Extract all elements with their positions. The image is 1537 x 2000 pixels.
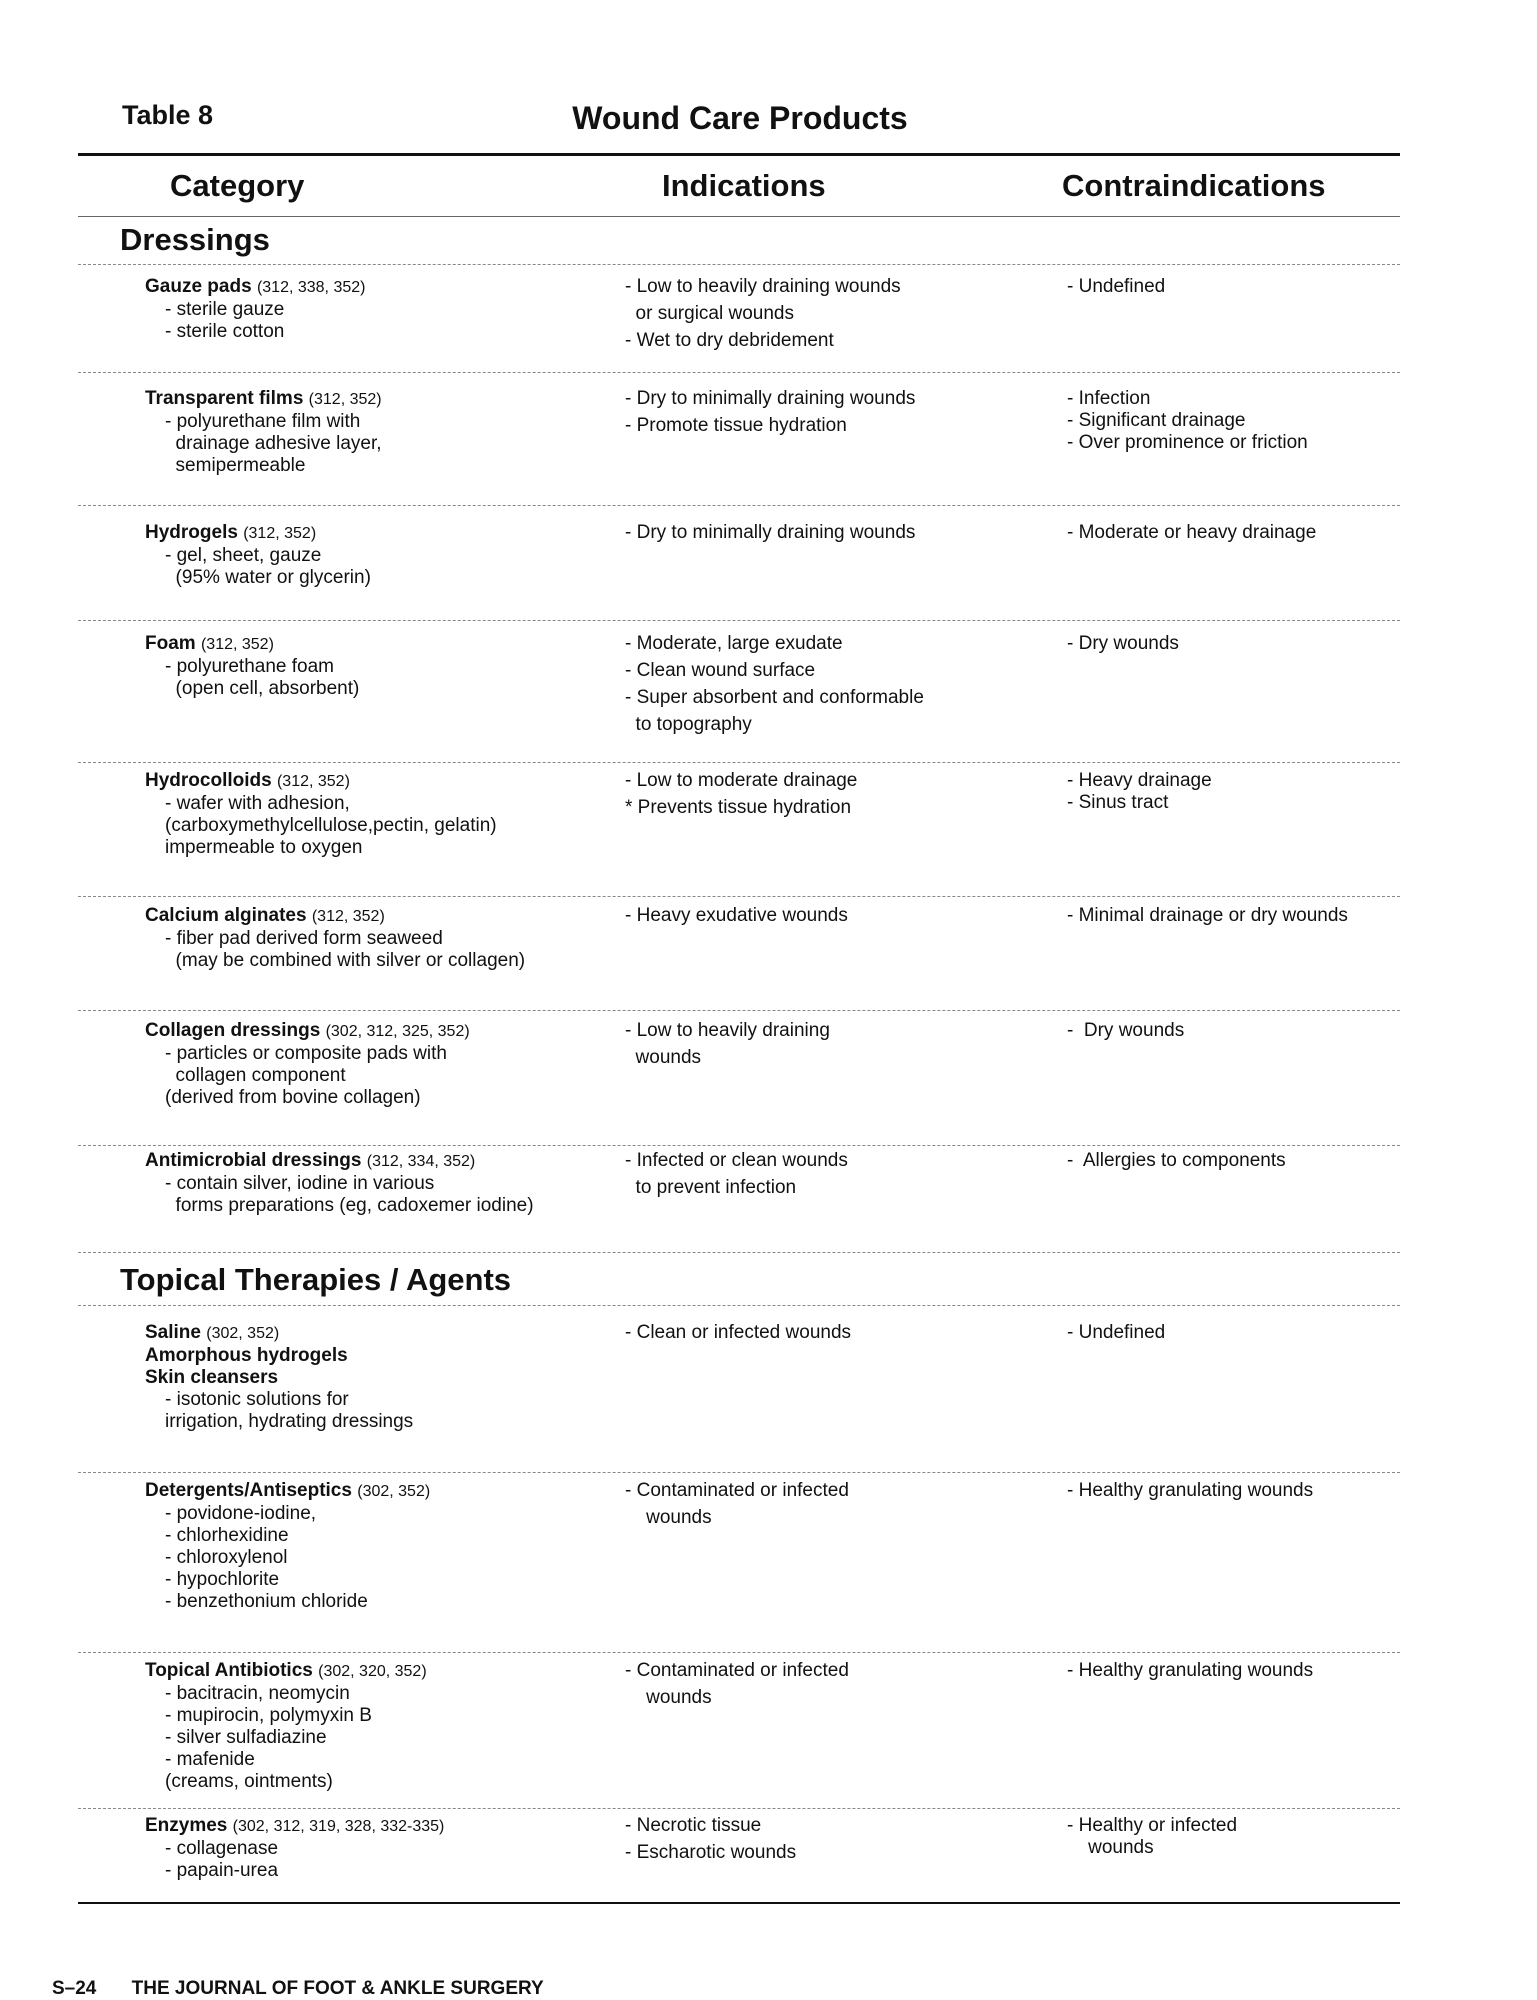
indication-line: - Heavy exudative wounds [625, 905, 848, 926]
category-cell [145, 770, 615, 859]
bottom-rule [78, 1902, 1400, 1904]
product-detail: - collagenase [165, 1838, 279, 1859]
row-divider [78, 372, 1400, 373]
contraindication-line: - Sinus tract [1067, 792, 1169, 813]
indication-line: - Low to heavily draining [625, 1020, 830, 1041]
row-divider [78, 1010, 1400, 1011]
row-divider [78, 1652, 1400, 1653]
column-header-contraindications: Contraindications [1062, 168, 1326, 203]
indication-line: to prevent infection [625, 1177, 797, 1198]
indication-line: - Contaminated or infected [625, 1480, 849, 1501]
product-detail: (open cell, absorbent) [165, 678, 360, 699]
product-detail: - mafenide [165, 1749, 255, 1770]
row-divider [78, 1145, 1400, 1146]
indication-line: - Super absorbent and conformable [625, 687, 924, 708]
product-detail: - chloroxylenol [165, 1547, 288, 1568]
product-detail: - polyurethane film with [165, 411, 361, 432]
product-detail: (derived from bovine collagen) [165, 1087, 421, 1108]
indications-cell [625, 388, 1045, 442]
indication-line: * Prevents tissue hydration [625, 797, 852, 818]
indication-line: - Moderate, large exudate [625, 633, 843, 654]
product-name: Antimicrobial dressings [145, 1150, 362, 1171]
reference-numbers: (312, 352) [308, 391, 382, 408]
indications-cell [625, 1480, 1045, 1534]
reference-numbers: (302, 312, 319, 328, 332-335) [232, 1818, 445, 1835]
contraindication-line: - Minimal drainage or dry wounds [1067, 905, 1348, 926]
indications-cell [625, 633, 1045, 741]
header-rule [78, 216, 1400, 217]
reference-numbers: (302, 352) [206, 1325, 280, 1342]
indication-line: - Dry to minimally draining wounds [625, 388, 916, 409]
product-detail: collagen component [165, 1065, 346, 1086]
table-title: Wound Care Products [572, 100, 908, 136]
contraindications-cell [1067, 388, 1397, 454]
category-cell [145, 905, 615, 972]
category-cell [145, 1150, 615, 1217]
contraindication-line: - Significant drainage [1067, 410, 1246, 431]
product-detail: - gel, sheet, gauze [165, 545, 322, 566]
product-detail: - polyurethane foam [165, 656, 334, 677]
product-name: Amorphous hydrogels [145, 1345, 348, 1366]
contraindication-line: wounds [1067, 1837, 1154, 1858]
indication-line: or surgical wounds [625, 303, 794, 324]
category-cell [145, 522, 615, 589]
contraindication-line: - Dry wounds [1067, 633, 1179, 654]
product-detail: (may be combined with silver or collagen) [165, 950, 526, 971]
product-detail: - chlorhexidine [165, 1525, 289, 1546]
product-detail: - wafer with adhesion, [165, 793, 350, 814]
reference-numbers: (302, 320, 352) [318, 1663, 427, 1680]
indication-line: wounds [625, 1687, 712, 1708]
page-footer [52, 1978, 574, 2000]
contraindications-cell [1067, 1150, 1397, 1172]
product-name: Skin cleansers [145, 1367, 279, 1388]
product-detail: drainage adhesive layer, [165, 433, 382, 454]
product-detail: impermeable to oxygen [165, 837, 363, 858]
top-rule [78, 153, 1400, 156]
contraindications-cell [1067, 905, 1397, 927]
reference-numbers: (302, 312, 325, 352) [325, 1023, 470, 1040]
product-detail: forms preparations (eg, cadoxemer iodine) [165, 1195, 534, 1216]
product-detail: - bacitracin, neomycin [165, 1683, 350, 1704]
product-name: Saline [145, 1322, 201, 1343]
product-name: Topical Antibiotics [145, 1660, 313, 1681]
contraindication-line: - Healthy or infected [1067, 1815, 1238, 1836]
indications-cell [625, 770, 1045, 824]
contraindications-cell [1067, 522, 1397, 544]
row-divider [78, 1808, 1400, 1809]
column-header-indications: Indications [662, 168, 826, 203]
indication-line: - Clean or infected wounds [625, 1322, 852, 1343]
category-cell [145, 633, 615, 700]
product-detail: (carboxymethylcellulose,pectin, gelatin) [165, 815, 497, 836]
category-cell [145, 1322, 615, 1433]
product-detail: - isotonic solutions for [165, 1389, 349, 1410]
indication-line: - Escharotic wounds [625, 1842, 797, 1863]
indications-cell [625, 522, 1045, 549]
category-cell [145, 1020, 615, 1109]
contraindications-cell [1067, 1020, 1397, 1042]
indication-line: - Promote tissue hydration [625, 415, 847, 436]
indications-cell [625, 276, 1045, 357]
product-name: Hydrogels [145, 522, 238, 543]
indications-cell [625, 1020, 1045, 1074]
product-detail: - particles or composite pads with [165, 1043, 447, 1064]
contraindication-line: - Healthy granulating wounds [1067, 1660, 1314, 1681]
row-divider [78, 505, 1400, 506]
indication-line: - Infected or clean wounds [625, 1150, 848, 1171]
indications-cell [625, 905, 1045, 932]
contraindications-cell [1067, 1480, 1397, 1502]
indications-cell [625, 1815, 1045, 1869]
section-title-topical-therapies: Topical Therapies / Agents [120, 1262, 512, 1297]
contraindication-line: - Moderate or heavy drainage [1067, 522, 1317, 543]
product-name: Hydrocolloids [145, 770, 272, 791]
reference-numbers: (312, 352) [243, 525, 317, 542]
indication-line: - Contaminated or infected [625, 1660, 849, 1681]
divider [78, 1305, 1400, 1306]
contraindication-line: - Undefined [1067, 276, 1166, 297]
contraindication-line: - Dry wounds [1067, 1020, 1185, 1041]
indications-cell [625, 1322, 1045, 1349]
contraindication-line: - Healthy granulating wounds [1067, 1480, 1314, 1501]
indications-cell [625, 1150, 1045, 1204]
product-detail: semipermeable [165, 455, 306, 476]
reference-numbers: (312, 352) [276, 773, 350, 790]
category-cell [145, 276, 615, 343]
product-detail: - benzethonium chloride [165, 1591, 368, 1612]
indication-line: wounds [625, 1047, 702, 1068]
category-cell [145, 1815, 615, 1882]
product-detail: - fiber pad derived form seaweed [165, 928, 443, 949]
product-detail: - povidone-iodine, [165, 1503, 317, 1524]
product-name: Enzymes [145, 1815, 228, 1836]
indication-line: - Clean wound surface [625, 660, 816, 681]
product-name: Gauze pads [145, 276, 252, 297]
category-cell [145, 1480, 615, 1613]
category-cell [145, 388, 615, 477]
contraindication-line: - Undefined [1067, 1322, 1166, 1343]
product-detail: (95% water or glycerin) [165, 567, 371, 588]
contraindications-cell [1067, 1660, 1397, 1682]
category-cell [145, 1660, 615, 1793]
product-detail: (creams, ointments) [165, 1771, 333, 1792]
row-divider [78, 896, 1400, 897]
page-number: S–24 [52, 1978, 97, 1999]
indication-line: - Low to moderate drainage [625, 770, 858, 791]
section-title-dressings: Dressings [120, 222, 270, 257]
product-detail: - hypochlorite [165, 1569, 280, 1590]
indication-line: wounds [625, 1507, 712, 1528]
row-divider [78, 1472, 1400, 1473]
contraindication-line: - Infection [1067, 388, 1151, 409]
reference-numbers: (312, 352) [200, 636, 274, 653]
table-label: Table 8 [122, 100, 214, 130]
product-detail: - papain-urea [165, 1860, 279, 1881]
contraindications-cell [1067, 770, 1397, 814]
product-name: Calcium alginates [145, 905, 307, 926]
indication-line: - Low to heavily draining wounds [625, 276, 901, 297]
contraindications-cell [1067, 633, 1397, 655]
contraindications-cell [1067, 1815, 1397, 1859]
contraindications-cell [1067, 276, 1397, 298]
product-detail: - silver sulfadiazine [165, 1727, 327, 1748]
product-detail: - sterile gauze [165, 299, 285, 320]
indications-cell [625, 1660, 1045, 1714]
column-header-category: Category [170, 168, 305, 203]
product-detail: - mupirocin, polymyxin B [165, 1705, 372, 1726]
contraindication-line: - Allergies to components [1067, 1150, 1286, 1171]
product-detail: - contain silver, iodine in various [165, 1173, 435, 1194]
indication-line: - Wet to dry debridement [625, 330, 834, 351]
indication-line: to topography [625, 714, 752, 735]
product-name: Foam [145, 633, 196, 654]
reference-numbers: (312, 334, 352) [366, 1153, 476, 1170]
reference-numbers: (312, 352) [311, 908, 385, 925]
divider [78, 1252, 1400, 1253]
reference-numbers: (312, 338, 352) [256, 279, 366, 296]
product-detail: irrigation, hydrating dressings [165, 1411, 414, 1432]
product-name: Transparent films [145, 388, 304, 409]
indication-line: - Necrotic tissue [625, 1815, 762, 1836]
product-detail: - sterile cotton [165, 321, 285, 342]
row-divider [78, 762, 1400, 763]
divider [78, 264, 1400, 265]
product-name: Detergents/Antiseptics [145, 1480, 352, 1501]
indication-line: - Dry to minimally draining wounds [625, 522, 916, 543]
journal-name: THE JOURNAL OF FOOT & ANKLE SURGERY [131, 1978, 544, 1999]
reference-numbers: (302, 352) [357, 1483, 431, 1500]
contraindication-line: - Over prominence or friction [1067, 432, 1308, 453]
row-divider [78, 620, 1400, 621]
product-name: Collagen dressings [145, 1020, 321, 1041]
contraindication-line: - Heavy drainage [1067, 770, 1212, 791]
contraindications-cell [1067, 1322, 1397, 1344]
